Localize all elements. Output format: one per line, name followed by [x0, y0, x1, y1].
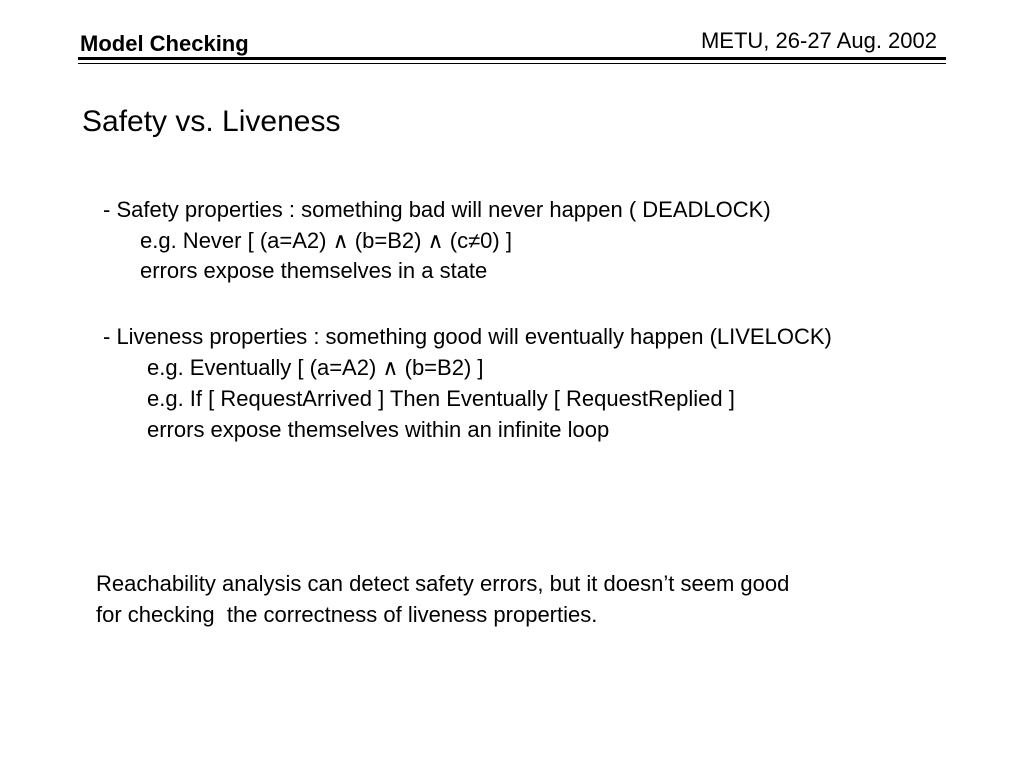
- safety-example: e.g. Never [ (a=A2) ∧ (b=B2) ∧ (c≠0) ]: [140, 228, 512, 253]
- header-divider-thick: [78, 57, 946, 60]
- conclusion-line-2: for checking the correctness of liveness properties.: [96, 602, 598, 627]
- conclusion-line-1: Reachability analysis can detect safety errors, but it doesn’t seem good: [96, 571, 790, 596]
- liveness-note: errors expose themselves within an infinite loop: [147, 417, 610, 442]
- safety-note: errors expose themselves in a state: [140, 258, 488, 283]
- liveness-example-1: e.g. Eventually [ (a=A2) ∧ (b=B2) ]: [147, 355, 484, 380]
- liveness-heading: - Liveness properties : something good will eventually happen (LIVELOCK): [103, 324, 832, 349]
- liveness-example-2: e.g. If [ RequestArrived ] Then Eventually [ RequestReplied ]: [147, 386, 735, 411]
- header-event-info: METU, 26-27 Aug. 2002: [700, 28, 937, 53]
- header-divider-thin: [78, 63, 946, 64]
- safety-heading: - Safety properties : something bad will never happen ( DEADLOCK): [103, 197, 771, 222]
- slide-title: Safety vs. Liveness: [82, 105, 341, 138]
- header-title: Model Checking: [80, 31, 249, 56]
